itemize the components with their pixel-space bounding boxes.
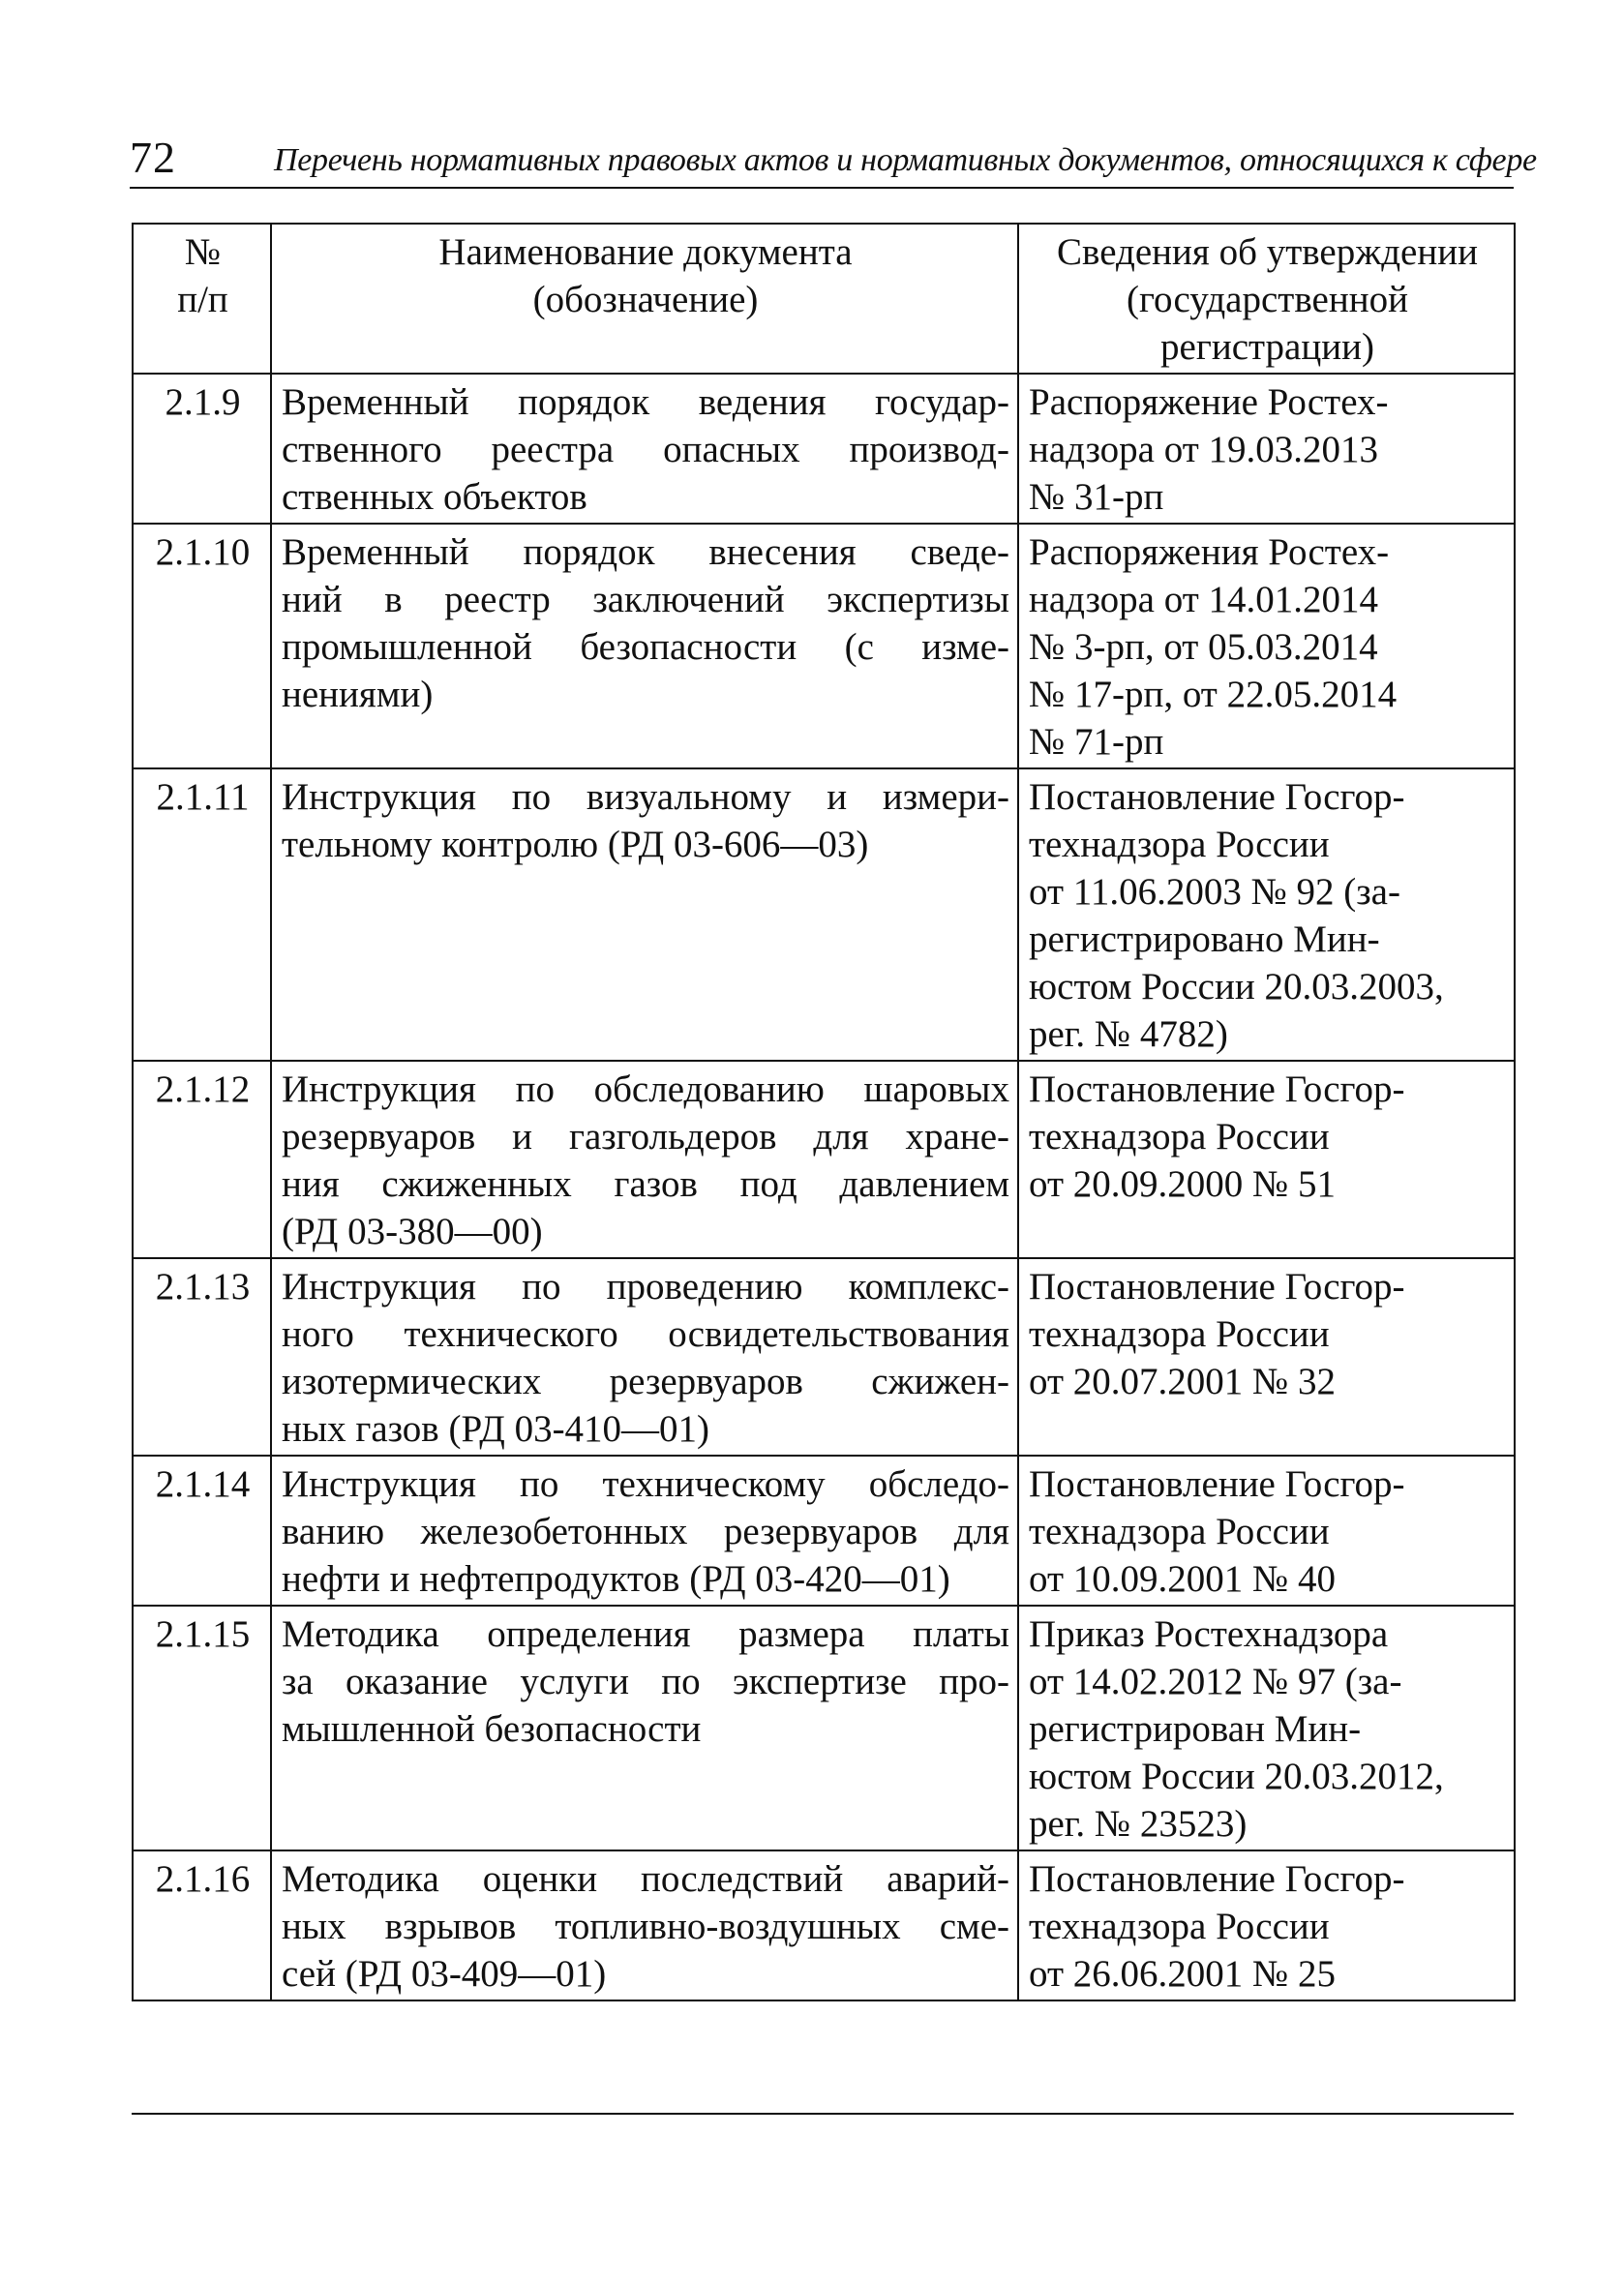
- approval-line: № 31-рп: [1029, 476, 1164, 518]
- approval-line: № 3-рп, от 05.03.2014: [1029, 626, 1378, 668]
- name-line: ного технического освидетельствования: [282, 1313, 1009, 1355]
- approval-line: от 26.06.2001 № 25: [1029, 1953, 1336, 1995]
- name-line: Инструкция по проведению комплекс-: [282, 1266, 1009, 1308]
- header-line: п/п: [177, 279, 228, 320]
- page-number: 72: [130, 133, 176, 182]
- name-line: нефти и нефтепродуктов (РД 03-420—01): [282, 1558, 950, 1600]
- approval-line: № 71-рп: [1029, 721, 1164, 763]
- header-name: [271, 224, 1018, 374]
- name-line: Инструкция по техническому обследо-: [282, 1463, 1009, 1505]
- name-line: Временный порядок внесения сведе-: [282, 531, 1009, 573]
- name-line: Инструкция по визуальному и измери-: [282, 776, 1009, 818]
- document-name: [271, 524, 1018, 768]
- approval-line: Приказ Ростехнадзора: [1029, 1613, 1389, 1655]
- approval-line: от 14.02.2012 № 97 (за-: [1029, 1661, 1402, 1702]
- approval-line: надзора от 19.03.2013: [1029, 429, 1379, 470]
- approval-info: [1018, 1258, 1515, 1456]
- approval-line: от 20.09.2000 № 51: [1029, 1163, 1336, 1205]
- name-line: изотермических резервуаров сжижен-: [282, 1361, 1009, 1402]
- name-line: Временный порядок ведения государ-: [282, 381, 1009, 423]
- table-row: [133, 768, 1515, 1061]
- header-num: [133, 224, 271, 374]
- document-name: [271, 1850, 1018, 2000]
- name-line: нениями): [282, 674, 434, 715]
- approval-line: от 11.06.2003 № 92 (за-: [1029, 871, 1400, 913]
- approval-line: № 17-рп, от 22.05.2014: [1029, 674, 1398, 715]
- approval-line: от 10.09.2001 № 40: [1029, 1558, 1336, 1600]
- row-number: 2.1.13: [133, 1258, 271, 1456]
- table-row: [133, 1456, 1515, 1606]
- row-number: 2.1.14: [133, 1456, 271, 1606]
- table-row: [133, 1061, 1515, 1258]
- document-name: [271, 374, 1018, 524]
- approval-line: юстом России 20.03.2003,: [1029, 966, 1444, 1008]
- header-rule: [130, 187, 1514, 189]
- approval-line: технадзора России: [1029, 1313, 1330, 1355]
- header-line: (обозначение): [532, 279, 759, 320]
- header-line: Сведения об утверждении: [1057, 231, 1478, 273]
- approval-info: [1018, 1061, 1515, 1258]
- header-line: Наименование документа: [438, 231, 853, 273]
- name-line: Методика оценки последствий аварий-: [282, 1858, 1009, 1900]
- approval-info: [1018, 1606, 1515, 1850]
- name-line: промышленной безопасности (с изме-: [282, 626, 1009, 668]
- approval-line: регистрировано Мин-: [1029, 918, 1380, 960]
- name-line: за оказание услуги по экспертизе про-: [282, 1661, 1009, 1702]
- header-line: №: [184, 231, 222, 273]
- approval-line: технадзора России: [1029, 1906, 1330, 1947]
- table-row: [133, 1606, 1515, 1850]
- name-line: ных газов (РД 03-410—01): [282, 1408, 710, 1450]
- approval-info: [1018, 524, 1515, 768]
- approval-line: юстом России 20.03.2012,: [1029, 1756, 1444, 1797]
- table-row: [133, 1258, 1515, 1456]
- name-line: ния сжиженных газов под давлением: [282, 1163, 1009, 1205]
- name-line: Методика определения размера платы: [282, 1613, 1009, 1655]
- name-line: тельному контролю (РД 03-606—03): [282, 824, 869, 865]
- name-line: Инструкция по обследованию шаровых: [282, 1068, 1009, 1110]
- approval-line: Постановление Госгор-: [1029, 1068, 1405, 1110]
- header-line: регистрации): [1160, 326, 1374, 368]
- approval-line: Распоряжения Ростех-: [1029, 531, 1390, 573]
- row-number: 2.1.12: [133, 1061, 271, 1258]
- approval-info: [1018, 1456, 1515, 1606]
- table-header-row: [133, 224, 1515, 374]
- name-line: ственных объектов: [282, 476, 587, 518]
- approval-line: рег. № 4782): [1029, 1013, 1228, 1055]
- name-line: резервуаров и газгольдеров для хране-: [282, 1116, 1009, 1158]
- table-row: [133, 1850, 1515, 2000]
- approval-info: [1018, 768, 1515, 1061]
- approval-line: Постановление Госгор-: [1029, 1858, 1405, 1900]
- name-line: мышленной безопасности: [282, 1708, 702, 1750]
- running-header: Перечень нормативных правовых актов и нормативных документов, относящихся к сфере: [274, 142, 1537, 178]
- document-name: [271, 1456, 1018, 1606]
- footer-rule: [132, 2113, 1514, 2115]
- header-line: (государственной: [1127, 279, 1408, 320]
- name-line: ний в реестр заключений экспертизы: [282, 579, 1009, 620]
- approval-line: Постановление Госгор-: [1029, 1463, 1405, 1505]
- approval-line: технадзора России: [1029, 824, 1330, 865]
- header-approval: [1018, 224, 1515, 374]
- name-line: ных взрывов топливно-воздушных сме-: [282, 1906, 1009, 1947]
- approval-line: Постановление Госгор-: [1029, 776, 1405, 818]
- row-number: 2.1.10: [133, 524, 271, 768]
- approval-info: [1018, 1850, 1515, 2000]
- approval-line: рег. № 23523): [1029, 1803, 1248, 1845]
- table-row: [133, 374, 1515, 524]
- document-name: [271, 768, 1018, 1061]
- name-line: ственного реестра опасных производ-: [282, 429, 1009, 470]
- row-number: 2.1.16: [133, 1850, 271, 2000]
- name-line: ванию железобетонных резервуаров для: [282, 1511, 1009, 1552]
- table-row: [133, 524, 1515, 768]
- approval-line: регистрирован Мин-: [1029, 1708, 1362, 1750]
- approval-info: [1018, 374, 1515, 524]
- approval-line: от 20.07.2001 № 32: [1029, 1361, 1336, 1402]
- document-name: [271, 1606, 1018, 1850]
- row-number: 2.1.11: [133, 768, 271, 1061]
- approval-line: технадзора России: [1029, 1116, 1330, 1158]
- name-line: (РД 03-380—00): [282, 1211, 543, 1252]
- document-name: [271, 1258, 1018, 1456]
- name-line: сей (РД 03-409—01): [282, 1953, 607, 1995]
- approval-line: Распоряжение Ростех-: [1029, 381, 1389, 423]
- row-number: 2.1.15: [133, 1606, 271, 1850]
- approval-line: технадзора России: [1029, 1511, 1330, 1552]
- row-number: 2.1.9: [133, 374, 271, 524]
- document-name: [271, 1061, 1018, 1258]
- approval-line: Постановление Госгор-: [1029, 1266, 1405, 1308]
- approval-line: надзора от 14.01.2014: [1029, 579, 1379, 620]
- documents-table: [132, 223, 1516, 2001]
